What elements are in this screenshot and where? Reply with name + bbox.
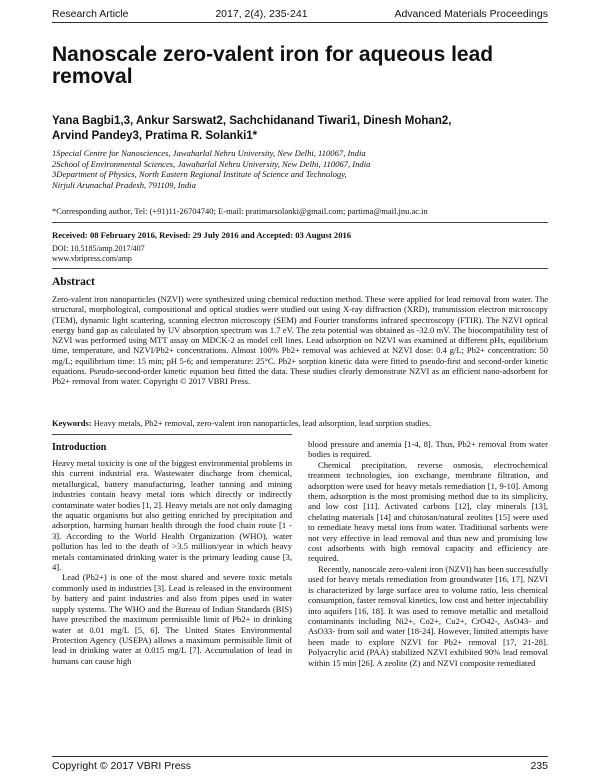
author-list — [52, 114, 552, 144]
column-right — [308, 439, 548, 668]
abstract-text: Zero-valent iron nanoparticles (NZVI) were synthesized using chemical reduction method. These were applied for lead removal from water. The structural, morphological, compositional and optical studies were studied out using X-ray diffraction (XRD), transmission electron microscopy (TEM), dynamic light scattering, scanning electron microscopy (SEM) and Fourier transforms infrared spectroscopy (FTIR). The NZVI optical energy band gap as calculated by UV absorption spectrum was 1.7 eV. The zeta potential was obtained as -32.0 mV. The biocompatibility test of NZVI was performed using MTT assay on MDCK-2 as model cell lines. Lead adsorption on NZVI was examined at different pHs, equilibrium time, temperature, and NZVI/Pb2+ concentrations. Almost 100% Pb2+ removal was achieved at NZVI dose: 0.4 g/L; Pb2+ concentration: 50 mg/L; equilibrium time: 15 min; pH 5-6; and temperature: 25°C. Pb2+ sorption kinetic data were fitted to pseudo-first and second-order kinetic equations. Pseudo-second-order kinetic equation best fitted the data. These studies clearly demonstrate NZVI as an efficient nano-adsorbent for Pb2+ removal from water. Copyright © 2017 VBRI Press. — [52, 294, 548, 387]
doi-block — [52, 244, 145, 264]
page-footer — [52, 760, 548, 772]
affiliations — [52, 148, 552, 190]
column-left — [52, 458, 292, 666]
divider — [52, 434, 292, 435]
affiliation-2: 2School of Environmental Sciences, Jawaharlal Nehru University, New Delhi, 110067, India — [52, 158, 371, 169]
keywords — [52, 418, 548, 428]
paragraph: Heavy metal toxicity is one of the biggest environmental problems in this current industrial era. Wastewater discharge from chemical, metallurgical, battery manufacturing, leather tanning and mining industries contain heavy metal ions which directly or indirectly contaminate water bodies [1, 2]. Heavy metals are not only damaging the aquatic organisms but also getting enriched by precipitation and adsorption, harming human health through the food chain route [1 - 3]. According to the World Health Organization (WHO), water pollution has led to the death of >3.5 million/year in which heavy metals contaminated drinking water is the primary leading cause [3, 4]. — [52, 458, 292, 573]
volume-info: 2017, 2(4), 235-241 — [215, 8, 308, 20]
introduction-heading: Introduction — [52, 442, 107, 453]
paragraph: Lead (Pb2+) is one of the most shared and severe toxic metals commonly used in industries [3]. Lead is released in the environment by battery and paint industries and also from pipes used in water supply systems. The WHO and the Bureau of Indian Standards (BIS) have prescribed the maximum permissible limit of Pb2+ in drinking water at 0.01 mg/L [5, 6]. The United States Environmental Protection Agency (USEPA) allows a maximum permissible limit of lead in drinking water at 0.015 mg/L [7]. Accumulation of lead in humans can cause high — [52, 572, 292, 666]
divider — [52, 268, 548, 269]
page-number: 235 — [530, 760, 548, 772]
footer-divider — [52, 756, 548, 757]
author-line-2: Arvind Pandey3, Pratima R. Solanki1* — [52, 130, 258, 142]
journal-name: Advanced Materials Proceedings — [394, 8, 548, 20]
copyright: Copyright © 2017 VBRI Press — [52, 760, 192, 772]
publication-dates: Received: 08 February 2016, Revised: 29 July 2016 and Accepted: 03 August 2016 — [52, 230, 352, 240]
paragraph: Recently, nanoscale zero-valent iron (NZVI) has been successfully used for heavy metals remediation from groundwater [16, 17]. NZVI is characterized by large surface area to volume ratio, less chemical consumption, faster removal kinetics, low cost and better injectability into aquifers [16, 18]. It was used to remove metallic and metalloid contaminants including Ni2+, Co2+, Cu2+, CrO42-, AsO43- and AsO33- from soil and water [18-24]. However, limited attempts have been made to explore NZVI for Pb2+ removal [17, 21-28]. Polyacrylic acid (PAA) stabilized NZVI exhibited 90% lead removal within 15 min [26]. A zeolite (Z) and NZVI composite remediated — [308, 563, 548, 668]
keywords-label: Keywords: — [52, 418, 92, 428]
website: www.vbripress.com/amp — [52, 254, 132, 263]
paper-title: Nanoscale zero-valent iron for aqueous lead removal — [52, 43, 494, 88]
paragraph: blood pressure and anemia [1-4, 8]. Thus, Pb2+ removal from water bodies is required. — [308, 439, 548, 460]
divider — [52, 222, 548, 223]
affiliation-1: 1Special Centre for Nanosciences, Jawaharlal Nehru University, New Delhi, 110067, India — [52, 148, 366, 158]
article-type: Research Article — [52, 8, 129, 20]
affiliation-3-cont: Nirjuli Arunachal Pradesh, 791109, India — [52, 179, 196, 190]
keywords-list: Heavy metals, Pb2+ removal, zero-valent iron nanoparticles, lead adsorption, lead sorption studies. — [93, 418, 431, 428]
page-header — [52, 8, 548, 20]
header-divider — [52, 22, 548, 23]
affiliation-3: 3Department of Physics, North Eastern Regional Institute of Science and Technology, — [52, 169, 347, 180]
paragraph: Chemical precipitation, reverse osmosis, electrochemical treatment technologies, ion exchange, membrane filtration, and adsorption were used for heavy metals remediation [1, 9-10]. Among them, adsorption is the most promising method due to its simplicity, and low cost [11]. Activated carbons [12], clay minerals [13], chelating materials [14] and chitosan/natural zeolites [15] were used to remediate heavy metal ions from water. Traditional sorbents were not very effective in lead removal and thus new and promising low cost adsorbents with high removal capacity and efficiency are required. — [308, 459, 548, 564]
author-line-1: Yana Bagbi1,3, Ankur Sarswat2, Sachchidanand Tiwari1, Dinesh Mohan2, — [52, 115, 452, 127]
abstract-heading: Abstract — [52, 276, 95, 288]
corresponding-author: *Corresponding author, Tel: (+91)11-26704740; E-mail: pratimarsolanki@gmail.com; partima@mail.jnu.ac.in — [52, 206, 428, 216]
doi: DOI: 10.5185/amp.2017/407 — [52, 244, 145, 253]
